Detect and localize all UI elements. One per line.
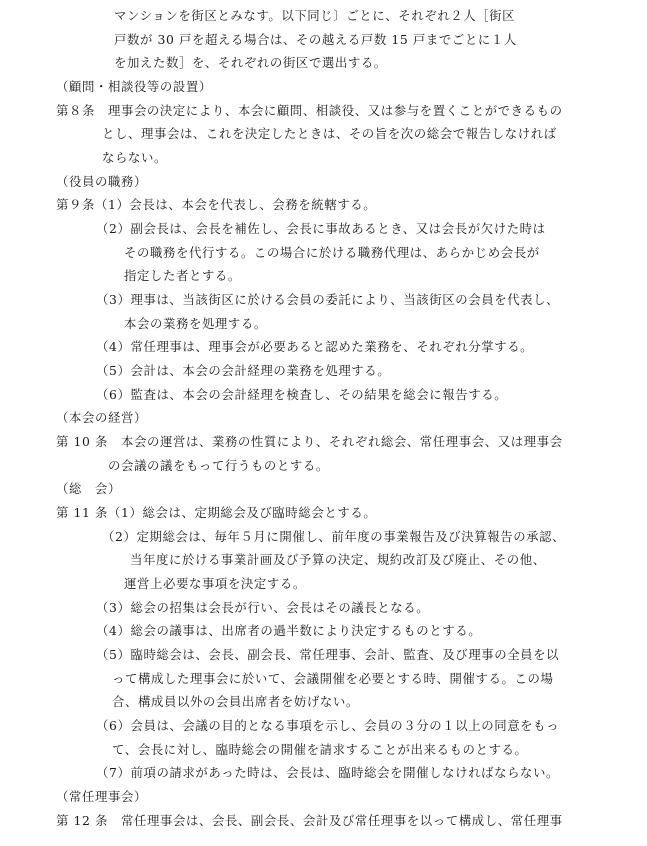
document-line-continuation: とし、理事会は、これを決定したときは、その旨を次の総会で報告しなければ bbox=[102, 126, 557, 141]
document-line-heading: （役員の職務） bbox=[56, 174, 147, 189]
document-line-item: （5）臨時総会は、会長、副会長、常任理事、会計、監査、及び理事の全員を以 bbox=[96, 647, 560, 662]
document-line-continuation: を加えた数］を、それぞれの街区で選出する。 bbox=[114, 55, 387, 70]
document-line-continuation: 運営上必要な事項を決定する。 bbox=[124, 576, 306, 591]
document-line-continuation: 合、構成員以外の会員出席者を妨げない。 bbox=[112, 694, 359, 709]
document-line-item: （2）副会長は、会長を補佐し、会長に事故あるとき、又は会長が欠けた時は bbox=[96, 221, 546, 236]
document-line-continuation: マンションを街区とみなす。以下同じ〕ごとに、それぞれ２人［街区 bbox=[114, 8, 516, 23]
document-line-article: 第 10 条 本会の運営は、業務の性質により、それぞれ総会、常任理事会、又は理事会 bbox=[56, 434, 563, 449]
document-line-heading: （本会の経営） bbox=[56, 410, 147, 425]
document-line-continuation: 戸数が 30 戸を超える場合は、その越える戸数 15 戸までごとに１人 bbox=[114, 32, 517, 47]
document-line-heading: （顧問・相談役等の設置） bbox=[56, 79, 212, 94]
document-line-continuation: 指定した者とする。 bbox=[124, 268, 241, 283]
document-line-continuation: て、会長に対し、臨時総会の開催を請求することが出来るものとする。 bbox=[112, 742, 528, 757]
document-line-item: （4）常任理事は、理事会が必要あると認めた業務を、それぞれ分掌する。 bbox=[96, 339, 534, 354]
document-line-item: （3）理事は、当該街区に於ける会員の委託により、当該街区の会員を代表し、 bbox=[96, 292, 560, 307]
document-line-continuation: って構成した理事会に於いて、会議開催を必要とする時、開催する。この場 bbox=[112, 671, 554, 686]
document-line-article: 第８条 理事会の決定により、本会に顧問、相談役、又は参与を置くことができるもの bbox=[56, 103, 563, 118]
document-line-article: 第９条（1）会長は、本会を代表し、会務を統轄する。 bbox=[56, 197, 377, 212]
document-line-heading: （常任理事会） bbox=[56, 789, 147, 804]
document-line-item: （7）前項の請求があった時は、会長は、臨時総会を開催しなければならない。 bbox=[96, 765, 560, 780]
document-line-continuation: の会議の議をもって行うものとする。 bbox=[108, 458, 329, 473]
document-line-item: （6）会員は、会議の目的となる事項を示し、会員の３分の１以上の同意をもっ bbox=[96, 718, 560, 733]
document-line-continuation: 本会の業務を処理する。 bbox=[124, 316, 267, 331]
document-line-item: （3）総会の招集は会長が行い、会長はその議長となる。 bbox=[96, 600, 430, 615]
document-line-continuation: 当年度に於ける事業計画及び予算の決定、規約改訂及び廃止、その他、 bbox=[130, 552, 546, 567]
document-line-heading: （総 会） bbox=[56, 481, 121, 496]
document-line-item: （5）会計は、本会の会計経理の業務を処理する。 bbox=[96, 363, 391, 378]
document-line-continuation: その職務を代行する。この場合に於ける職務代理は、あらかじめ会長が bbox=[124, 245, 540, 260]
document-line-item: （6）監査は、本会の会計経理を検査し、その結果を総会に報告する。 bbox=[96, 387, 508, 402]
document-line-article: 第 12 条 常任理事会は、会長、副会長、会計及び常任理事を以って構成し、常任理事 bbox=[56, 813, 563, 828]
document-line-article: 第 11 条（1）総会は、定期総会及び臨時総会とする。 bbox=[56, 505, 377, 520]
document-line-continuation: ならない。 bbox=[102, 150, 167, 165]
document-line-item: （2）定期総会は、毎年５月に開催し、前年度の事業報告及び決算報告の承認、 bbox=[102, 529, 566, 544]
document-line-item: （4）総会の議事は、出席者の過半数により決定するものとする。 bbox=[96, 623, 482, 638]
